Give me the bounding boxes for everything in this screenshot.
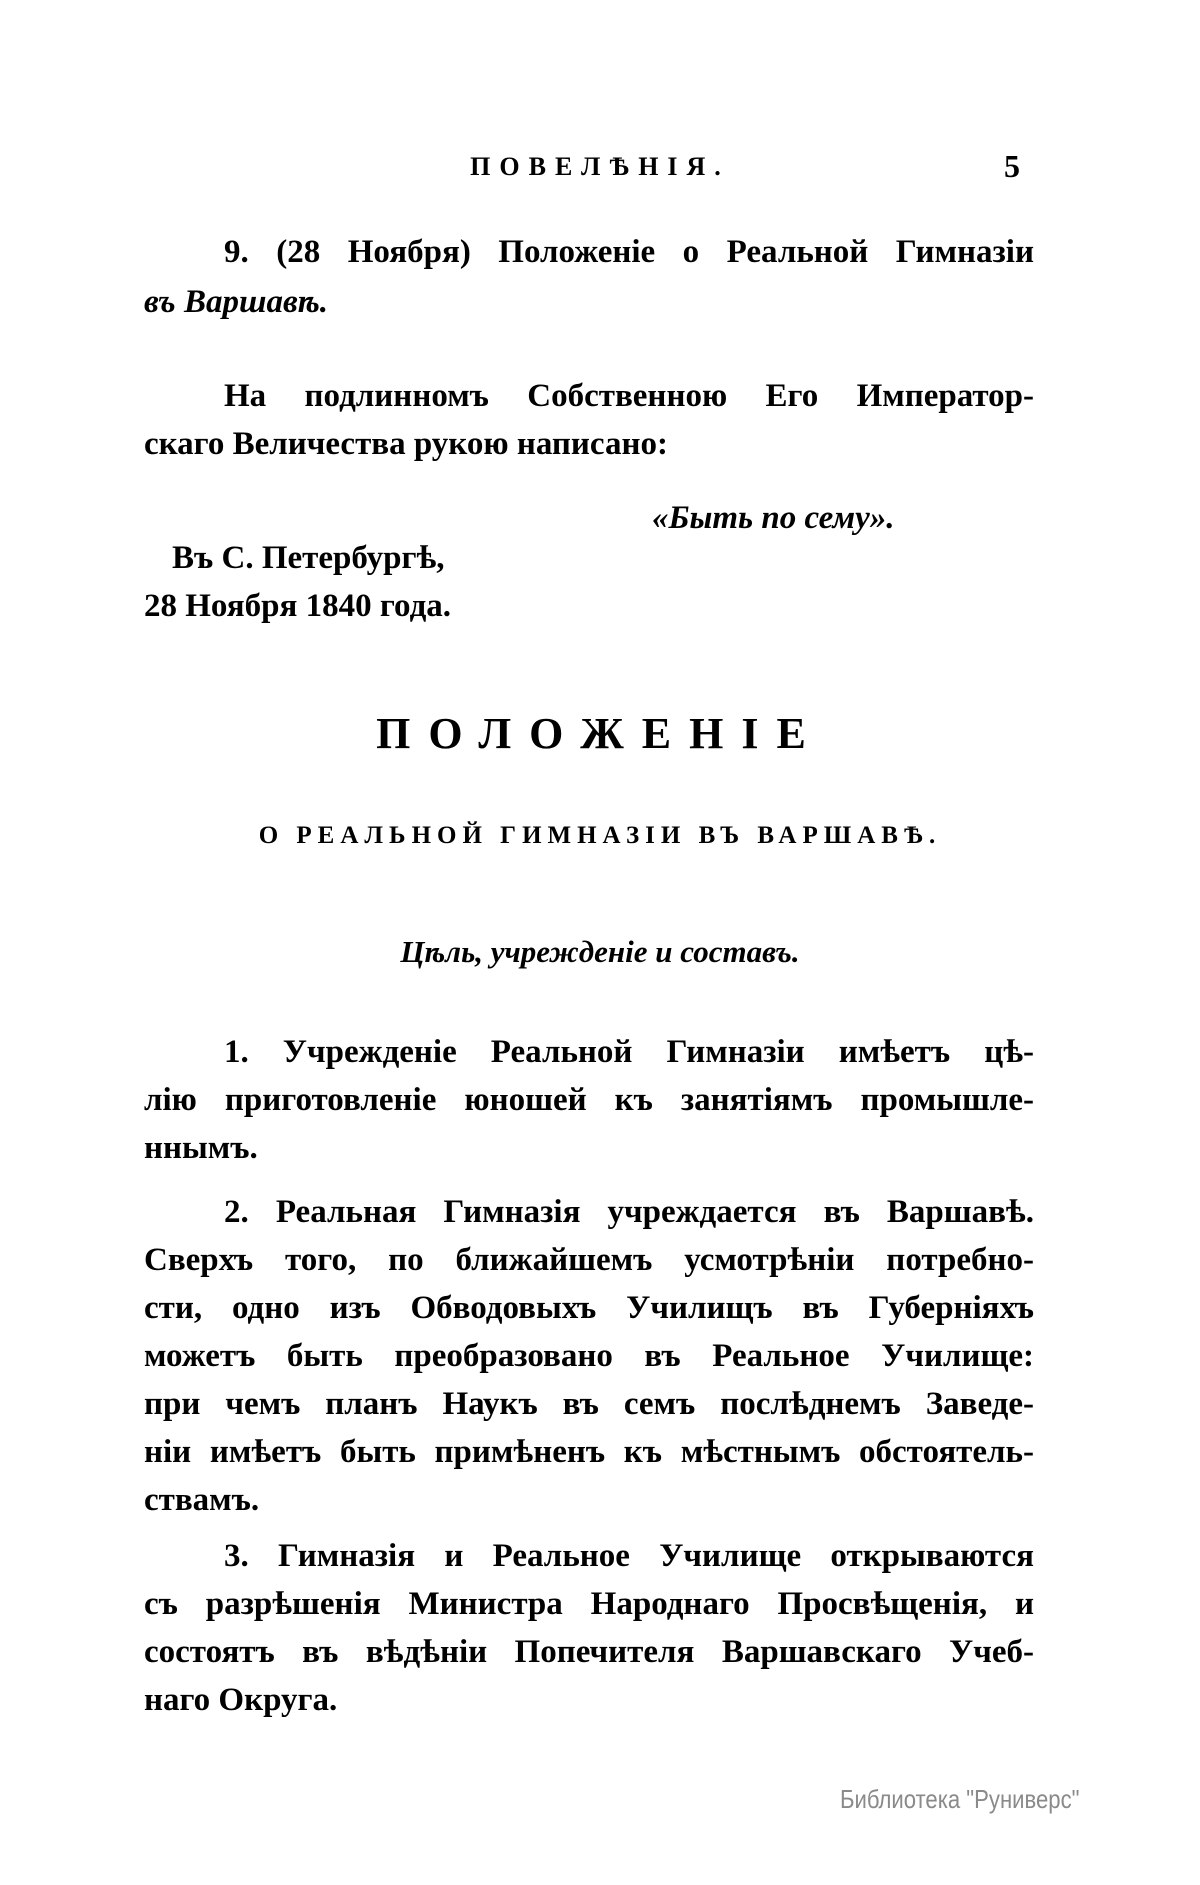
paragraph-line: 1. Учрежденіе Реальной Гимназіи имѣетъ цѣ- (224, 1034, 1034, 1070)
note-line: скаго Величества рукою написано: (144, 426, 668, 462)
decree-heading-line: въ Варшавѣ. (144, 284, 328, 320)
document-title: ПОЛОЖЕНІЕ (376, 709, 824, 758)
document-subtitle: О РЕАЛЬНОЙ ГИМНАЗІИ ВЪ ВАРШАВѢ. (258, 822, 942, 849)
paragraph-line: лію приготовленіе юношей къ занятіямъ промышле- (144, 1082, 1034, 1118)
paragraph-line: при чемъ планъ Наукъ въ семъ послѣднемъ Заведе- (144, 1386, 1034, 1422)
section-heading: Цѣль, учрежденіе и составъ. (400, 934, 800, 969)
paragraph-line: Сверхъ того, по ближайшемъ усмотрѣніи потребно- (144, 1242, 1034, 1278)
paragraph-line: ннымъ. (144, 1130, 258, 1166)
paragraph-line: состоятъ въ вѣдѣніи Попечителя Варшавскаго Учеб- (144, 1634, 1034, 1670)
place: Въ С. Петербургѣ, (172, 540, 445, 576)
paragraph-line: ствамъ. (144, 1482, 260, 1518)
running-head: ПОВЕЛѢНІЯ. (470, 152, 730, 181)
resolution: «Быть по сему». (652, 500, 895, 536)
paragraph-line: 2. Реальная Гимназія учреждается въ Варшавѣ. (224, 1194, 1034, 1230)
note-line: На подлинномъ Собственною Его Император- (224, 378, 1034, 414)
paragraph-line: наго Округа. (144, 1682, 338, 1718)
paragraph-line: сти, одно изъ Обводовыхъ Училищъ въ Губерніяхъ (144, 1290, 1034, 1326)
decree-heading-line: 9. (28 Ноября) Положеніе о Реальной Гимназіи (224, 234, 1034, 270)
page-number: 5 (1004, 148, 1020, 184)
date: 28 Ноября 1840 года. (144, 588, 452, 624)
paragraph-line: можетъ быть преобразовано въ Реальное Училище: (144, 1338, 1034, 1374)
paragraph-line: ніи имѣетъ быть примѣненъ къ мѣстнымъ обстоятель- (144, 1434, 1034, 1470)
paragraph-line: съ разрѣшенія Министра Народнаго Просвѣщенія, и (144, 1586, 1034, 1622)
paragraph-line: 3. Гимназія и Реальное Училище открываются (224, 1538, 1034, 1574)
library-watermark: Библиотека "Руниверс" (840, 1784, 1080, 1814)
